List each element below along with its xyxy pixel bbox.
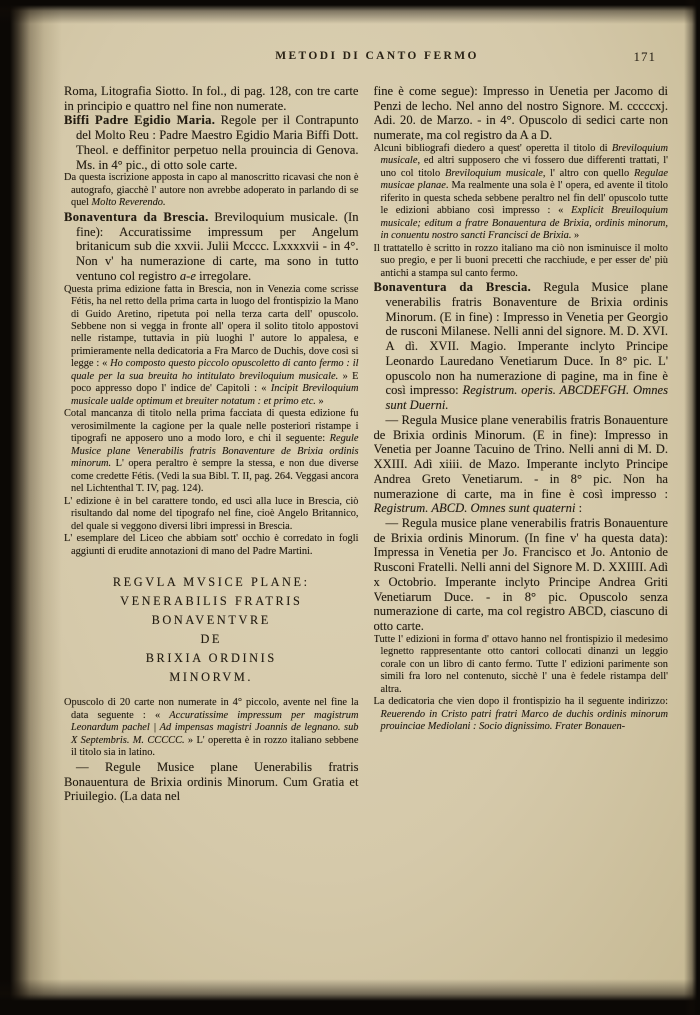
- text-segment: L' opera peraltro è sempre la stessa, e non due diverse come credette Fétis. (Vedi la sua Bibl. T. II, pag. 264. Veggasi ancora nel Lichtenthal T. IV, pag. 124).: [71, 458, 359, 495]
- text-segment: . Ma realmente una sola è l' opera, ed avente il titolo riferito in questa scheda sebbene peraltro nel fin dell' opuscolo tutte le edizioni abbiano così impresso : «: [380, 180, 668, 217]
- italic-citation: a-e: [179, 268, 196, 283]
- note-paragraph: [374, 634, 669, 696]
- italic-citation: Accuratissime impressum per magistrum Leonardum pachel | Ad impensas magistri Joannis de legnano. sub X Septembris. M. CCCCC.: [71, 709, 359, 746]
- text-segment: La dedicatoria che vien dopo il frontispizio ha il seguente indirizzo:: [373, 696, 668, 708]
- text-segment: Regula Musice plane venerabilis fratris Bonaventure de Brixia ordinis Minorum. (E in fine) : Impresso in Venetia per Georgio de rusconi Milanese. Nelli anni del signore. M. D. XVI. A dì. XVII. Magio. Imperante inclyto Principe Leonardo Lauredano Venetiarum Duce. In 8° pic. L' opuscolo non ha numerazione di pagine, ma in fine è così impresso:: [385, 280, 668, 398]
- text-segment: , ed altri supposero che vi fossero due differenti trattati, l' uno col titolo: [380, 155, 668, 179]
- left-column: [64, 84, 359, 1001]
- bibliography-entry-dashed: [374, 413, 669, 516]
- section-heading-line: BRIXIA ORDINIS: [145, 651, 277, 666]
- text-columns: [64, 84, 668, 1001]
- bibliography-entry-dashed: [64, 760, 359, 804]
- page-number: 171: [633, 49, 656, 64]
- text-segment: irregolare.: [195, 268, 252, 283]
- text-segment: fine è come segue): Impresso in Uenetia per Jacomo di Penzi de lecho. Nel anno del nostro Signore. M. cccccxj. Adi. 20. de Marzo. - in 4°. Opuscolo di sedici carte non numerate, ma col registro da A a D.: [373, 84, 668, 143]
- bibliography-entry-dashed: [374, 516, 669, 634]
- text-segment: Alcuni bibliografi diedero a quest' operetta il titolo di: [373, 142, 612, 154]
- italic-citation: Incipit Breviloquium musicale ualde optimum et breuiter notatum : et primo etc.: [71, 383, 359, 407]
- section-heading-line: BONAVENTVRE: [151, 613, 271, 628]
- note-paragraph: [374, 243, 669, 280]
- right-column: [374, 84, 669, 1001]
- italic-citation: Breviloquium musicale: [380, 142, 668, 167]
- italic-citation: Regule Musice plane Venerabilis fratris Bonaventure de Brixia ordinis minorum.: [71, 433, 359, 470]
- scan-edge-top: [0, 0, 700, 24]
- scan-edge-left: [0, 0, 62, 1015]
- page-header: [64, 50, 666, 68]
- text-segment: » L' operetta è in rozzo italiano sebbene il titolo sia in latino.: [71, 734, 359, 759]
- bibliography-entry: [64, 113, 359, 172]
- note-paragraph: [64, 697, 359, 759]
- text-segment: Regole per il Contrapunto del Molto Reu : Padre Maestro Egidio Maria Biffi Dott. Theol. e deffinitor perpetuo nella prouincia di Genova. Ms. in 4° pic., di otto sole carte.: [76, 113, 359, 172]
- text-segment: Tutte l' edizioni in forma d' ottavo hanno nel frontispizio il medesimo legnetto rappresentante otto cantori collocati dinanzi un leggio corale con un libro di canto fermo. Tutte l' edizioni parimente son simili fra loro nel contenuto, sicchè l' una è fedele ristampa dell' altra.: [373, 633, 668, 695]
- bibliography-entry: [64, 210, 359, 284]
- running-title: METODI DI CANTO FERMO: [275, 50, 479, 62]
- italic-citation: Breviloquium musicale: [444, 167, 543, 179]
- scan-edge-right: [684, 0, 700, 1015]
- text-segment: »: [315, 395, 324, 407]
- text-segment: — Regule Musice plane Uenerabilis fratris Bonauentura de Brixia ordinis Minorum. Cum Gratia et Priuilegio. (La data nel: [64, 759, 359, 804]
- text-segment: :: [575, 501, 583, 516]
- note-paragraph: [64, 172, 359, 209]
- italic-citation: Ho composto questo piccolo opuscoletto di canto fermo : il quale per la sua breuita ho intitulato breviloquium musicale.: [71, 358, 359, 382]
- text-segment: L' esemplare del Liceo che abbiam sott' occhio è corredato in fogli aggiunti di erudite annotazioni di mano del Padre Martini.: [64, 533, 359, 557]
- note-paragraph: [374, 143, 669, 243]
- text-segment: Da questa iscrizione apposta in capo al manoscritto ricavasi che non è autografo, giacchè l' autore non avrebbe adoperato in parlando di se quel: [64, 172, 359, 209]
- section-heading-line: VENERABILIS FRATRIS: [120, 594, 303, 609]
- italic-citation: Molto Reverendo.: [91, 197, 166, 209]
- section-heading-line: REGVLA MVSICE PLANE:: [112, 575, 310, 590]
- italic-citation: Regulae musicae planae: [380, 167, 668, 192]
- text-segment: Cotal mancanza di titolo nella prima facciata di questa edizione fu verosimilmente la cagione per la quale nelle posteriori ristampe i tipografi ne apposero uno a modo loro, e chi il seguente:: [64, 408, 359, 445]
- text-segment: Roma, Litografia Siotto. In fol., di pag. 128, con tre carte in principio e quattro nel fine non numerate.: [64, 84, 359, 113]
- section-heading-line: MINORVM.: [169, 670, 254, 685]
- text-segment: » E poco appresso dopo l' indice de' Capitoli : «: [71, 370, 359, 395]
- text-segment: »: [571, 230, 580, 242]
- continued-paragraph: [374, 84, 669, 143]
- note-paragraph: [64, 533, 359, 558]
- text-segment: Il trattatello è scritto in rozzo italiano ma ciò non isminuisce il molto suo pregio, e per li buoni precetti che racchiude, e per esser de' più antichi a stampa sul canto fermo.: [373, 242, 668, 279]
- text-segment: Opuscolo di 20 carte non numerate in 4° piccolo, avente nel fine la data seguente : «: [64, 697, 359, 721]
- text-segment: Breviloquium musicale. (In fine): Accuratissime impressum per Angelum britanicum sub die xxvii. Julii Mcccc. Lxxxxvii - in 4°. Non v' ha numerazione di carte, ma sono in tutto ventuno col registro: [76, 209, 359, 283]
- continued-paragraph: [64, 84, 359, 113]
- text-segment: — Regula Musice plane venerabilis fratris Bonauenture de Brixia ordinis Minorum. (E in fine): Impresso in Venetia per Joanne Tacuino de Trino. Nelli anni di M. D. XXIII. Adì xiiii. de Mazo. Imperante inclyto Principe Andrea Greto Venetiarum. - in 8° pic. Non ha numerazione di carte, ma in fine è così impresso :: [373, 412, 668, 501]
- text-segment: Questa prima edizione fatta in Brescia, non in Venezia come scrisse Fétis, ha nel retto della prima carta in luogo del frontispizio la Mano di Guido Aretino, ripetuta poi nella terza carta dell' opuscolo. Sebbene non si vegga in fronte all' opera il solito titolo appostovi nelle ristampe, tuttavia in più luoghi l' autore lo appalesa, e primieramente nella dedicatoria a Fra Marco de Duchis, dove così si legge : «: [64, 283, 359, 370]
- italic-citation: Reuerendo in Cristo patri fratri Marco de duchis ordinis minorum prouinciae Mediolani : Socio dignissimo. Frater Bonauen-: [380, 708, 668, 733]
- bibliography-entry: [374, 280, 669, 413]
- entry-author-lead: Bonaventura da Brescia.: [373, 280, 532, 295]
- italic-citation: Registrum. ABCD. Omnes sunt quaterni: [373, 501, 576, 516]
- entry-author-lead: Biffi Padre Egidio Maria.: [64, 113, 216, 128]
- section-heading: [64, 573, 359, 687]
- note-paragraph: [374, 696, 669, 733]
- note-paragraph: [64, 284, 359, 409]
- entry-author-lead: Bonaventura da Brescia.: [64, 209, 209, 224]
- text-segment: , l' altro con quello: [542, 167, 634, 179]
- section-heading-line: DE: [200, 632, 223, 647]
- note-paragraph: [64, 408, 359, 495]
- italic-citation: Explicit Breuiloquium musicale; editum a fratre Bonauentura de Brixia, ordinis minorum, in conuentu nostro sancti Francisci de Brixia.: [380, 205, 668, 242]
- note-paragraph: [64, 496, 359, 533]
- italic-citation: Registrum. operis. ABCDEFGH. Omnes sunt Duerni.: [385, 383, 668, 413]
- text-segment: — Regula musice plane venerabilis fratris Bonauenture de Brixia ordinis Minorum. (In fine v' ha questa data): Impressa in Venetia per Jo. Francisco et Jo. Antonio de Rusconi Fratelli. Nelli anni del Signore M. D. XXIIII. Adì x Octobrio. Imperante inclyto Principe Andrea Griti Venetiarum Duce. - in 8° pic. Opuscolo senza numerazione di carte, ma col registro ABCD, ciascuno di otto carte.: [373, 516, 668, 634]
- text-segment: L' edizione è in bel carattere tondo, ed uscì alla luce in Brescia, ciò risultando dal nome del tipografo nel fine, cioè Angelo Britannico, del quale si veggono diversi libri impressi in Brescia.: [64, 495, 359, 532]
